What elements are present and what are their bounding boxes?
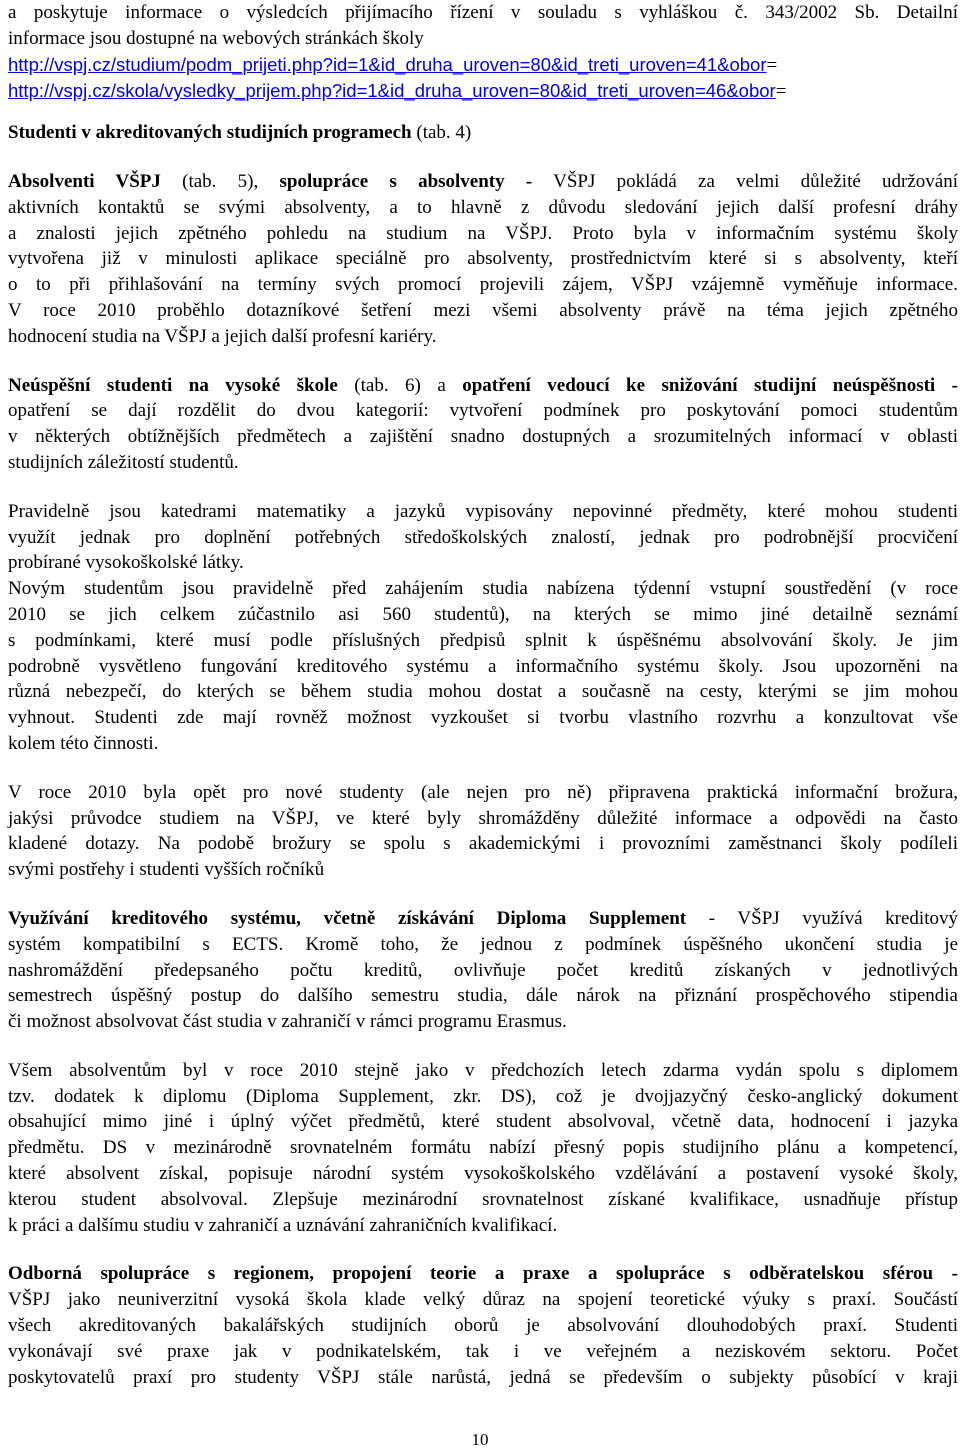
text-line: obsahující mimo jiné i úplný výčet předmětů, které student absolvoval, včetně data, hodnocení i jazyka xyxy=(8,1111,958,1133)
diploma-paragraph xyxy=(8,1058,958,1239)
url-tail: = xyxy=(775,81,787,103)
text-line: studijních záležitostí studentů. xyxy=(8,451,239,473)
credits-paragraph xyxy=(8,906,958,1035)
text-line: kterou student absolvoval. Zlepšuje mezinárodní srovnatelnost získané kvalifikace, usnadňuje přístup xyxy=(8,1188,958,1210)
page-number: 10 xyxy=(471,1430,489,1449)
text-line: kolem této činnosti. xyxy=(8,732,159,754)
text-line: systém kompatibilní s ECTS. Kromě toho, že jednou z podmínek úspěšného ukončení studia je xyxy=(8,933,958,955)
text-line: Novým studentům jsou pravidelně před zahájením studia nabízena týdenní vstupní soustředění (v roce xyxy=(8,578,958,600)
text-line: tzv. dodatek k diplomu (Diploma Supplement, zkr. DS), což je dvojjazyčný česko-anglický dokument xyxy=(8,1085,958,1107)
section-heading: Odborná spolupráce s regionem, propojení teorie a praxe a spolupráce s odběratelskou sférou - xyxy=(8,1263,958,1285)
courses-paragraph xyxy=(8,499,958,757)
section-heading: Využívání kreditového systému, včetně získávání Diploma Supplement xyxy=(8,907,687,929)
text-line: svými postřehy i studenti vyšších ročníků xyxy=(8,859,325,881)
section-subheading: opatření vedoucí ke snižování studijní neúspěšnosti - xyxy=(462,374,958,396)
text-line: vykonávají své praxe jak v podnikatelském, tak i ve veřejném a neziskovém sektoru. Počet xyxy=(8,1340,958,1362)
text-line: aktivních kontaktů se svými absolventy, a to hlavně z důvodu sledování jejich další profesní dráhy xyxy=(8,196,958,218)
text-line: Pravidelně jsou katedrami matematiky a jazyků vypisovány nepovinné předměty, které mohou studenti xyxy=(8,500,958,522)
section-heading: Absolventi VŠPJ xyxy=(8,170,161,192)
table-reference: (tab. 6) a xyxy=(337,374,463,396)
table-reference: (tab. 4) xyxy=(411,122,472,144)
text-line xyxy=(8,1261,958,1287)
accredited-heading-line xyxy=(8,120,958,146)
text-line: s podmínkami, které musí podle příslušných předpisů splnit k úspěšnému absolvování školy. Je jim xyxy=(8,629,958,651)
url-line xyxy=(8,52,958,79)
text-line: vytvořena již v minulosti aplikace speciálně pro absolventy, prostřednictvím které si s absolventy, kteří xyxy=(8,248,958,270)
table-reference: (tab. 5), xyxy=(160,170,280,192)
link-admission-results[interactable]: http://vspj.cz/skola/vysledky_prijem.php?id=1&id_druha_uroven=80&id_treti_uroven=46&obor xyxy=(8,80,776,102)
text-line: o to při přihlašování na termíny svých promocí projevili zájem, VŠPJ vzájemně vyměňuje informace. xyxy=(8,274,958,296)
text-line: k práci a dalšímu studiu v zahraničí a uznávání zahraničních kvalifikací. xyxy=(8,1214,558,1236)
brochure-paragraph xyxy=(8,780,958,883)
text-line xyxy=(8,373,958,399)
cooperation-paragraph xyxy=(8,1261,958,1390)
text-line xyxy=(8,169,958,195)
text-segment: - VŠPJ využívá kreditový xyxy=(686,907,958,929)
intro-paragraph xyxy=(8,0,958,105)
text-line: které absolvent získal, popisuje národní systém vysokoškolského vzdělávání a postavení vysoké školy, xyxy=(8,1163,958,1185)
text-line: V roce 2010 byla opět pro nové studenty (ale nejen pro ně) připravena praktická informační brožura, xyxy=(8,781,958,803)
text-line: 2010 se jich celkem zúčastnilo asi 560 studentů), na kterých se mimo jiné detailně seznámí xyxy=(8,603,958,625)
text-line: probírané vysokoškolské látky. xyxy=(8,552,244,574)
link-admission-conditions[interactable]: http://vspj.cz/studium/podm_prijeti.php?id=1&id_druha_uroven=80&id_treti_uroven=41&obor xyxy=(8,53,767,75)
text-line: předmětu. DS v mezinárodně srovnatelném formátu nabízí přesný popis studijního plánu a kompetencí, xyxy=(8,1137,958,1159)
section-heading: Studenti v akreditovaných studijních programech xyxy=(8,122,412,144)
text-line: podrobně vysvětleno fungování kreditového systému a informačního systému školy. Jsou upozorněni na xyxy=(8,655,958,677)
text-line: V roce 2010 proběhlo dotazníkové šetření mezi všemi absolventy právě na téma jejich zpětného xyxy=(8,299,958,321)
text-line: a poskytuje informace o výsledcích přijímacího řízení v souladu s vyhláškou č. 343/2002 Sb. Detailní xyxy=(8,2,958,23)
text-line: vyhnout. Studenti zde mají rovněž možnost vyzkoušet si tvorbu vlastního rozvrhu a konzultovat vše xyxy=(8,707,958,729)
text-line: hodnocení studia na VŠPJ a jejich další profesní kariéry. xyxy=(8,325,437,347)
text-line: v některých obtížnějších předmětech a zajištění snadno dostupných a srozumitelných informací v oblasti xyxy=(8,426,958,448)
text-line: a znalosti jejich zpětného pohledu na studium na VŠPJ. Proto byla v informačním systému školy xyxy=(8,222,958,244)
text-line: Všem absolventům byl v roce 2010 stejně jako v předchozích letech zdarma vydán spolu s diplomem xyxy=(8,1059,958,1081)
text-line: všech akreditovaných bakalářských studijních oborů je absolvování dlouhodobých praxí. Studenti xyxy=(8,1315,958,1337)
graduates-paragraph xyxy=(8,169,958,350)
text-line: opatření se dají rozdělit do dvou kategorií: vytvoření podmínek pro poskytování pomoci studentům xyxy=(8,400,958,422)
url-line xyxy=(8,78,958,105)
section-heading: Neúspěšní studenti na vysoké škole xyxy=(8,374,338,396)
text-line: VŠPJ jako neuniverzitní vysoká škola klade velký důraz na spojení teoretické výuky s praxí. Součástí xyxy=(8,1289,958,1311)
text-line: různá nebezpečí, do kterých se během studia mohou dostat a současně na cesty, kterými se jim mohou xyxy=(8,681,958,703)
text-line: či možnost absolvovat část studia v zahraničí v rámci programu Erasmus. xyxy=(8,1011,567,1033)
section-subheading: spolupráce s absolventy - xyxy=(279,170,533,192)
url-tail: = xyxy=(766,54,778,76)
text-line: využít jednak pro doplnění potřebných středoškolských znalostí, jednak pro podrobnější procvičení xyxy=(8,526,958,548)
text-line: jakýsi průvodce studiem na VŠPJ, ve které byly shromážděny důležité informace a odpovědi na často xyxy=(8,807,958,829)
unsuccessful-paragraph xyxy=(8,373,958,476)
text-segment: VŠPJ pokládá za velmi důležité udržování xyxy=(532,170,959,192)
text-line: semestrech úspěšný postup do dalšího semestru studia, dále nárok na přiznání prospěchového stipendia xyxy=(8,985,958,1007)
text-line: nashromáždění předepsaného počtu kreditů, ovlivňuje počet kreditů získaných v jednotlivých xyxy=(8,959,958,981)
text-line: informace jsou dostupné na webových stránkách školy xyxy=(8,27,424,49)
document-page xyxy=(8,0,958,1390)
text-line xyxy=(8,906,958,932)
text-line: kladené dotazy. Na podobě brožury se spolu s akademickými i provozními zaměstnanci školy podíleli xyxy=(8,833,958,855)
text-line: poskytovatelů praxí pro studenty VŠPJ stále narůstá, jedná se především o subjekty působící v kraji xyxy=(8,1366,958,1388)
